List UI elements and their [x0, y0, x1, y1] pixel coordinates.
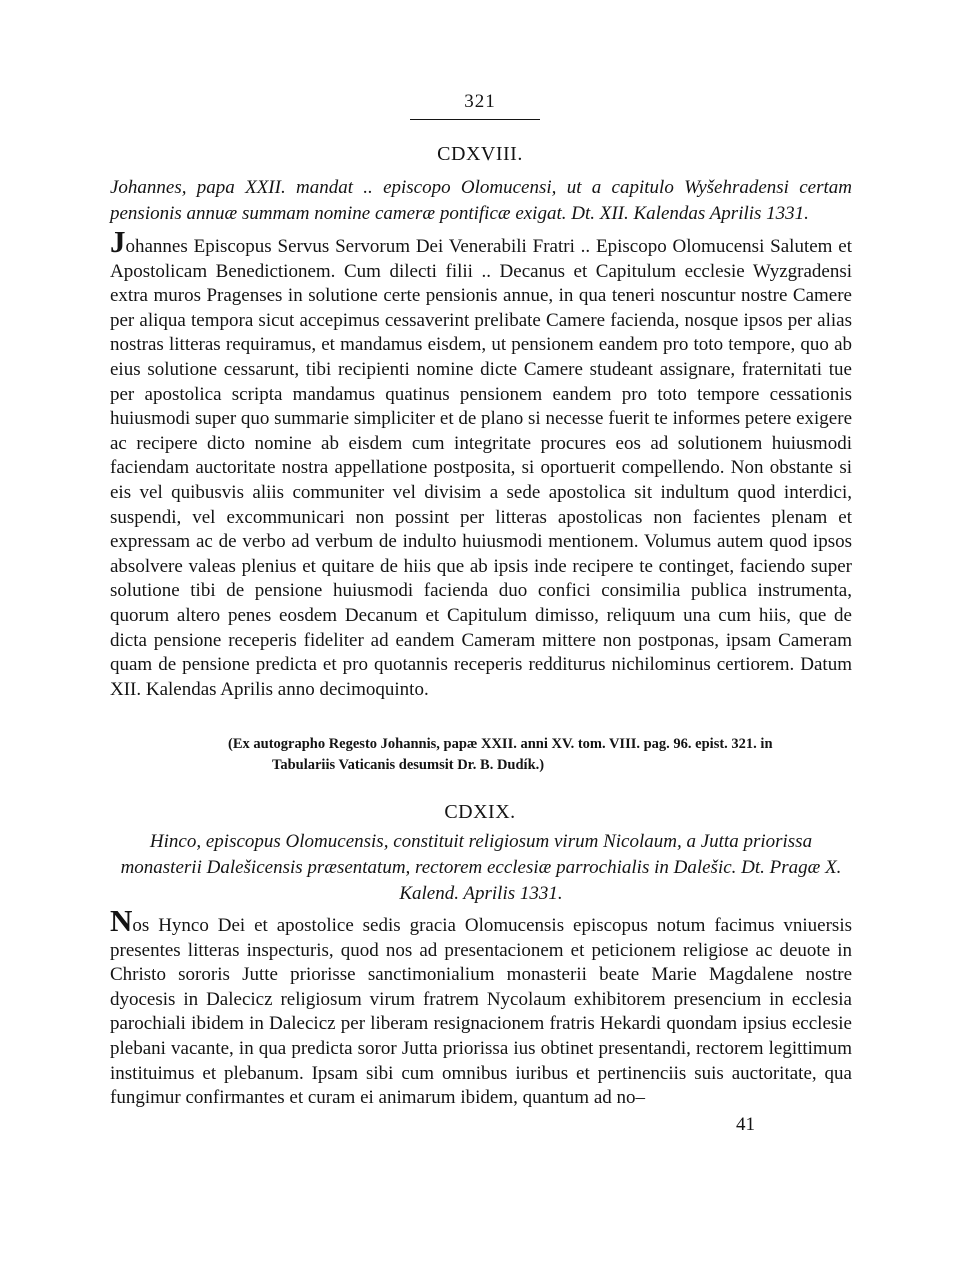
page-number: 321 — [464, 91, 496, 112]
document-text: ohannes Episcopus Servus Servorum Dei Venerabili Fratri .. Episcopo Olomucensi Salutem et Apostolicam Benedictionem. Cum dilecti filii .. Decanus et Capitulum ecclesie Wyzgradensi extra muros Pragenses in solutione certe pensionis annue, in qua teneri noscuntur nostre Camere per aliqua tempora sicut accepimus cessaverint prelibate Camere facienda, nosque ipsos per alias nostras litteras requiramus, et mandamus eisdem, ut pensionem eandem pro toto tempore, quo ab eius solutione cessarunt, tibi recipienti nomine dicte Camere studeant assignare, fraternitati tue per apostolica scripta mandamus quatinus pensionem eandem pro toto tempore cessationis huiusmodi super quo summarie simpliciter et de plano si necesse fuerit te informes petere exigere ac recipere dicto nomine ab eisdem cum integritate procures eos ad solutionem huiusmodi faciendam auctoritate nostra appellatione postposita, si oportuerit compellendo. Non obstante si eis vel quibusvis aliis communiter vel divisim a sede apostolica sit indultum quod interdici, suspendi, vel excommunicari non possint per litteras apostolicas non facientes plenam et expressam ac de verbo ad verbum de indulto huiusmodi mentionem. Volumus autem quod ipsos absolvere valeas plenius et quitare de hiis que ab ipsis inde recipere te continget, faciendo super solutione tibi de pensione huiusmodi facienda duo confici consimilia publica instrumenta, quorum altero penes eosdem Decanum et Capitulum dimisso, reliquum una cum hiis, que de dicta pensione receperis fideliter ad eandem Cameram mittere non postponas, ipsam Cameram quam de pensione predicta et pro quotannis receperis redditurus nichilominus certiorem. Datum XII. Kalendas Aprilis anno decimoquinto. — [110, 236, 852, 700]
header-rule — [410, 119, 540, 120]
document-number: CDXVIII. — [437, 143, 523, 165]
signature-mark: 41 — [736, 1114, 755, 1135]
initial-letter: J — [110, 224, 126, 259]
document-body — [110, 224, 852, 702]
document-text: os Hynco Dei et apostolice sedis gracia Olomucensis episcopus notum facimus vniuersis presentes litteras inspecturis, quod nos ad presentacionem et peticionem religiose ac deuote in Christo sororis Jutte priorisse sanctimonialium monasterii beate Marie Magdalene nostre dyocesis in Dalecicz religiosum virum fratrem Nycolaum exhibitorem presencium in ecclesia parochiali ibidem in Dalecicz per liberam resignacionem fratris Hekardi quondam ipsius ecclesie plebani vacante, in qua predicta soror Jutta priorissa ius obtinet presentandi, rectorem legittimum instituimus et plebanum. Ipsam sibi cum omnibus iuribus et pertinenciis suis auctoritate, qua fungimur confirmantes et curam ei animarum ibidem, quantum ad no– — [110, 915, 852, 1109]
document-body — [110, 903, 852, 1111]
source-note-line2: Tabulariis Vaticanis desumsit Dr. B. Dudík.) — [272, 757, 545, 773]
source-note-line1: (Ex autographo Regesto Johannis, papæ XXII. anni XV. tom. VIII. pag. 96. epist. 321. in — [228, 736, 773, 752]
initial-letter: N — [110, 903, 133, 938]
document-number: CDXIX. — [444, 801, 516, 823]
source-note — [228, 734, 852, 776]
document-regest: Johannes, papa XXII. mandat .. episcopo Olomucensi, ut a capitulo Wyšehradensi certam pensionis annuæ summam nomine cameræ pontificæ exigat. Dt. XII. Kalendas Aprilis 1331. — [110, 177, 852, 224]
document-regest: Hinco, episcopus Olomucensis, constituit religiosum virum Nicolaum, a Jutta priorissa monasterii Dalešicensis præsentatum, rectorem ecclesiæ parrochialis in Dalešic. Dt. Pragæ X. Kalend. Aprilis 1331. — [120, 831, 842, 904]
